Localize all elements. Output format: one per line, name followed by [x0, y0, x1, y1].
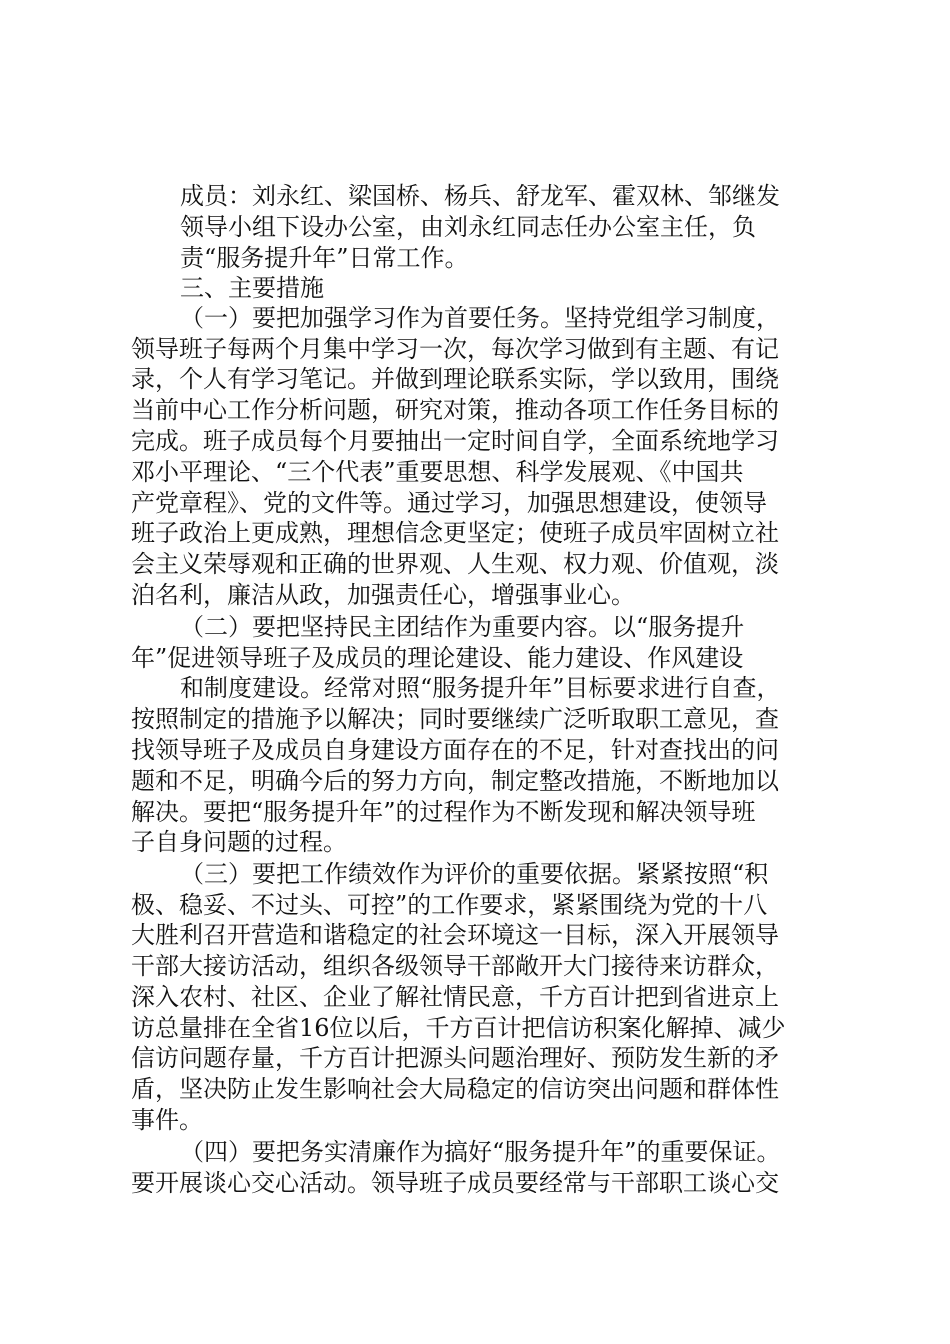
paragraph-4-line: 要开展谈心交心活动。领导班子成员要经常与干部职工谈心交	[131, 1169, 779, 1197]
paragraph-1-line: （一）要把加强学习作为首要任务。坚持党组学习制度，	[180, 304, 780, 332]
office-line-2: 责“服务提升年”日常工作。	[180, 244, 469, 272]
paragraph-3-line: 事件。	[131, 1106, 203, 1134]
paragraph-2-line: 和制度建设。经常对照“服务提升年”目标要求进行自查，	[180, 674, 781, 702]
section-heading: 三、主要措施	[180, 274, 324, 302]
paragraph-2-line: （二）要把坚持民主团结作为重要内容。以“服务提升	[180, 613, 745, 641]
office-line-1: 领导小组下设办公室，由刘永红同志任办公室主任，负	[180, 213, 756, 241]
paragraph-2-line: 题和不足，明确今后的努力方向，制定整改措施，不断地加以	[131, 767, 779, 795]
paragraph-2-line: 年”促进领导班子及成员的理论建设、能力建设、作风建设	[131, 644, 744, 672]
paragraph-3-line: （三）要把工作绩效作为评价的重要依据。紧紧按照“积	[180, 860, 769, 888]
paragraph-1-line: 录，个人有学习笔记。并做到理论联系实际，学以致用，围绕	[131, 365, 779, 393]
paragraph-2-line: 子自身问题的过程。	[131, 828, 347, 856]
paragraph-3-line: 盾，坚决防止发生影响社会大局稳定的信访突出问题和群体性	[131, 1075, 779, 1103]
paragraph-1-line: 产党章程》、党的文件等。通过学习，加强思想建设，使领导	[131, 489, 767, 517]
paragraph-3-line: 干部大接访活动，组织各级领导干部敞开大门接待来访群众，	[131, 952, 779, 980]
paragraph-2-line: 按照制定的措施予以解决；同时要继续广泛听取职工意见，查	[131, 705, 779, 733]
paragraph-3-line: 深入农村、社区、企业了解社情民意，千方百计把到省进京上	[131, 983, 779, 1011]
paragraph-3-line: 访总量排在全省16位以后，千方百计把信访积案化解掉、减少	[131, 1014, 786, 1042]
paragraph-3-line: 大胜利召开营造和谐稳定的社会环境这一目标，深入开展领导	[131, 921, 779, 949]
members-line: 成员：刘永红、梁国桥、杨兵、舒龙军、霍双林、邹继发	[180, 182, 780, 210]
paragraph-1-line: 会主义荣辱观和正确的世界观、人生观、权力观、价值观，淡	[131, 550, 779, 578]
paragraph-1-line: 邓小平理论、“三个代表”重要思想、科学发展观、《中国共	[131, 458, 744, 486]
paragraph-2-line: 找领导班子及成员自身建设方面存在的不足，针对查找出的问	[131, 736, 779, 764]
paragraph-3-line: 极、稳妥、不过头、可控”的工作要求，紧紧围绕为党的十八	[131, 891, 768, 919]
paragraph-1-line: 泊名利，廉洁从政，加强责任心，增强事业心。	[131, 581, 635, 609]
paragraph-1-line: 完成。班子成员每个月要抽出一定时间自学，全面系统地学习	[131, 427, 779, 455]
paragraph-2-line: 解决。要把“服务提升年”的过程作为不断发现和解决领导班	[131, 798, 756, 826]
paragraph-1-line: 当前中心工作分析问题，研究对策，推动各项工作任务目标的	[131, 396, 779, 424]
paragraph-4-line: （四）要把务实清廉作为搞好“服务提升年”的重要保证。	[180, 1138, 781, 1166]
paragraph-1-line: 班子政治上更成熟，理想信念更坚定；使班子成员牢固树立社	[131, 519, 779, 547]
paragraph-3-line: 信访问题存量，千方百计把源头问题治理好、预防发生新的矛	[131, 1044, 779, 1072]
paragraph-1-line: 领导班子每两个月集中学习一次，每次学习做到有主题、有记	[131, 335, 779, 363]
